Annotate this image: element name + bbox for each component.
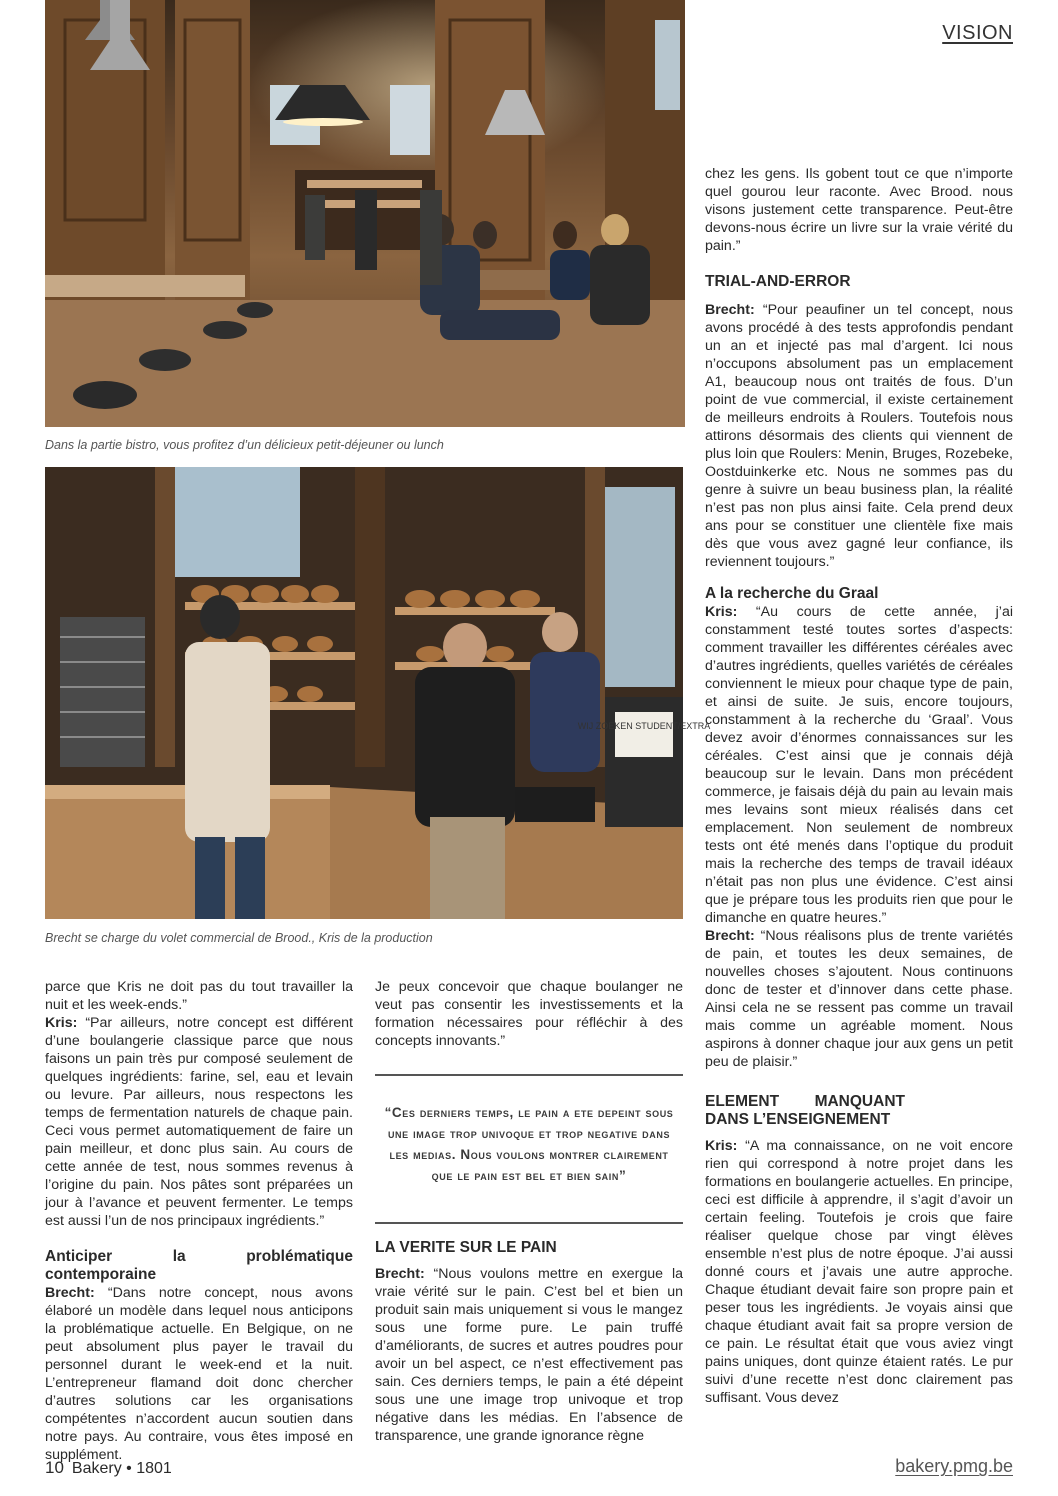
paragraph-text: “Nous réalisons plus de trente variétés de pain, et toutes les deux semaines, de nouvelles choses s’ajoutent. Nous continuons donc de tester et d’innover dans cette phase. Ainsi cela ne se ressent pas comme un travail mais comme un agréable moment. Nous aspirons à donner chaque jour aux gens un petit peu de plaisir.” [705, 928, 1013, 1070]
footer-folio [45, 1458, 172, 1478]
shop-sign: WIJ ZOEKEN STUDENT/EXTRA [577, 721, 711, 731]
paragraph-text: “Au cours de cette année, j’ai constamment testé toutes sortes d’aspects: comment travailler les différentes céréales avec d’autres ingrédients, quelles variétés de céréales conviennent le mieux pour chaque type de pain, et ainsi de suite. Je suis, encore toujours, constamment à la recherche du ‘Graal’. Vous devez avoir d’énormes connaissances sur les céréales. C’est ainsi que je connais déjà beaucoup sur le levain. Dans mon précédent commerce, je faisais déjà du pain au levain mais mes levains sont mieux réalisés dans cet emplacement. Non seulement de nombreux tests ont été menés dans l’optique du produit mais la recherche des temps de travail idéaux n’était pas non plus une évidence. C’est ainsi que je prépare tous les produits rien que pour le dimanche en quatre heures.” [705, 604, 1013, 926]
paragraph-text: “Par ailleurs, notre concept est différent d’une boulangerie classique parce que nous faisons un pain très pur composé seulement de quelques ingrédients: farine, sel, eau et levain ou levure. Par ailleurs, nous respectons les temps de fermentation naturels de chaque pain. Ceci vous permet automatiquement de faire un pain meilleur, et donc plus sain. Au cours de cette année de test, nous sommes revenus à l’origine du pain. Nos pâtes sont préparées un jour à l’avance et peuvent fermenter. Le temps est aussi l’un de nos principaux ingrédients.” [45, 1015, 353, 1229]
paragraph [45, 1284, 353, 1464]
speaker-label: Brecht: [45, 1285, 95, 1301]
paragraph [375, 1265, 683, 1445]
page-number: 10 [45, 1458, 64, 1477]
pull-quote-text: “Ces derniers temps, le pain a ete depeint sous une image trop univoque et trop negative dans les medias. Nous voulons montrer clairement que le pain est bel et bien sain” [384, 1105, 674, 1183]
paragraph [45, 1014, 353, 1230]
column-middle [375, 978, 683, 1050]
column-right [705, 165, 1013, 1407]
column-left [45, 978, 353, 1464]
paragraph-text: “Pour peaufiner un tel concept, nous avons procédé à des tests approfondis pendant un an et injecté pas mal d’argent. Ici nous n’occupons absolument pas un emplacement A1, beaucoup nous ont traités de fous. D’un point de vue commercial, il existe certainement de meilleurs endroits à Roulers. Toutefois nous attirons désormais des clients qui viennent de plus loin que Roulers: Menin, Bruges, Rozebeke, Oostduinkerke etc. Nous ne sommes pas du genre à suivre un beau business plan, la réalité n’est pas non plus ainsi faite. Cela prend deux ans pour se constituer une clientèle fixe mais dès que vous avez gagné leur confiance, ils reviennent toujours.” [705, 302, 1013, 570]
photo1-caption: Dans la partie bistro, vous profitez d’un délicieux petit-déjeuner ou lunch [45, 438, 444, 452]
paragraph-text: “Dans notre concept, nous avons élaboré un modèle dans lequel nous anticipons la problématique actuelle. En Belgique, on ne peut absolument plus payer le travail du personnel durant le week-end et la nuit. L’entrepreneur flamand doit donc chercher d’autres solutions car les organisations compétentes n’accordent aucun soutien dans notre pays. Au contraire, vous êtes imposé en supplément. [45, 1285, 353, 1463]
speaker-label: Brecht: [375, 1266, 425, 1282]
magazine-issue: Bakery • 1801 [71, 1460, 172, 1477]
subheading: TRIAL-AND-ERROR [705, 273, 851, 290]
website-link[interactable]: bakery.pmg.be [895, 1456, 1013, 1476]
speaker-label: Kris: [45, 1015, 78, 1031]
speaker-label: Kris: [705, 1138, 738, 1154]
paragraph [705, 301, 1013, 571]
column-middle-lower [375, 1239, 683, 1445]
paragraph: parce que Kris ne doit pas du tout travailler la nuit et les week-ends.” [45, 979, 353, 1013]
subheading: ELEMENT MANQUANT DANS L’ENSEIGNEMENT [705, 1093, 905, 1128]
speaker-label: Brecht: [705, 302, 755, 318]
paragraph-text: “Nous voulons mettre en exergue la vraie vérité sur le pain. C’est bel et bien un produit sain mais uniquement si vous le mangez sous une forme pure. Le pain truffé d’améliorants, de sucres et autres poudres pour avoir un bel aspect, ce n’est effectivement pas sain. Ces derniers temps, le pain a été dépeint sous une une image trop univoque et trop négative dans les médias. En l’absence de transparence, une grande ignorance règne [375, 1266, 683, 1444]
paragraph [705, 927, 1013, 1071]
bistro-photo [45, 0, 685, 427]
paragraph [705, 1137, 1013, 1407]
bakery-counter-photo [45, 467, 711, 919]
pull-quote [375, 1074, 683, 1224]
paragraph [705, 603, 1013, 927]
subheading: LA VERITE SUR LE PAIN [375, 1239, 557, 1256]
paragraph: chez les gens. Ils gobent tout ce que n’importe quel gourou leur raconte. Avec Brood. nous visons justement cette transparence. Peut-être devons-nous écrire un livre sur la vraie vérité du pain.” [705, 166, 1013, 254]
speaker-label: Kris: [705, 604, 738, 620]
subheading: Anticiper la problématique contemporaine [45, 1248, 353, 1283]
paragraph-text: “A ma connaissance, on ne voit encore rien qui correspond à notre projet dans les formations en boulangerie actuelles. En principe, ceci est difficile à apprendre, il s’agit d’avoir un certain feeling. Toutefois je crois que faire réaliser quelque chose par vingt élèves ensemble n’est plus de notre époque. J’ai aussi donné cours et j’avais une autre approche. Chaque étudiant devait faire son propre pain et peser tous les ingrédients. Je voyais ainsi que chaque étudiant avait fait sa propre version de ce pain. Le résultat était que vous aviez vingt pains uniques, dont quinze étaient ratés. Le pur suivi d’une recette n’est donc clairement pas suffisant. Vous devez [705, 1138, 1013, 1406]
paragraph: Je peux concevoir que chaque boulanger ne veut pas consentir les investissements et la formation nécessaires pour réfléchir à des concepts innovants.” [375, 979, 683, 1049]
photo2-caption: Brecht se charge du volet commercial de Brood., Kris de la production [45, 931, 433, 945]
speaker-label: Brecht: [705, 928, 755, 944]
section-tag: VISION [942, 22, 1013, 44]
subheading: A la recherche du Graal [705, 585, 879, 602]
